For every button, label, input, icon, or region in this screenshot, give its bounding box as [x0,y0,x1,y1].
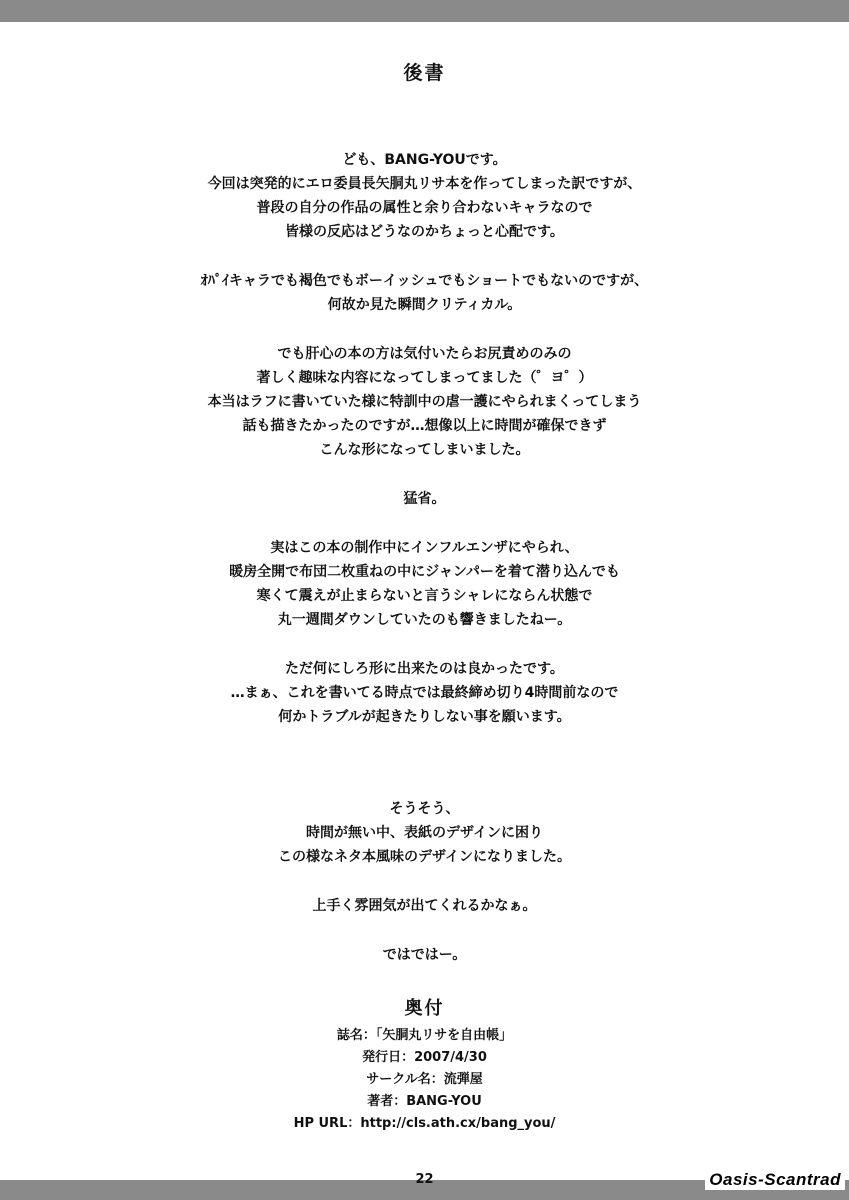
text-line: この様なネタ本風味のデザインになりました。 [277,849,572,865]
colophon-hp-url: HP URL：http://cls.ath.cx/bang_you/ [293,1116,556,1131]
paragraph-9 [0,943,849,967]
paragraph-3 [0,342,849,462]
paragraph-8 [0,894,849,918]
afterword-body [0,148,849,992]
text-line: 上手く雰囲気が出てくれるかなぁ。 [312,898,537,914]
paragraph-2 [0,269,849,317]
text-line: …まぁ、これを書いてる時点では最終締め切り4時間前なので [230,685,619,701]
colophon-issue-date: 発行日：2007/4/30 [362,1050,487,1065]
text-line: ただ何にしろ形に出来たのは良かったです。 [285,661,564,677]
text-line: ｵﾊﾟｲキャラでも褐色でもボーイッシュでもショートでもないのですが、 [200,273,649,289]
text-line: でも肝心の本の方は気付いたらお尻責めのみの [277,346,572,362]
page-number: 22 [415,1172,434,1187]
text-line: ども、BANG-YOUです。 [342,152,507,168]
text-line: 丸一週間ダウンしていたのも響きましたねー。 [277,612,572,628]
text-line: 著しく趣味な内容になってしまってました（゜ヨ゜） [256,370,593,386]
text-line: 実はこの本の制作中にインフルエンザにやられ、 [270,540,579,556]
text-line: ではではー。 [382,947,467,963]
afterword-title: 後書 [403,62,446,84]
text-line: 本当はラフに書いていた様に特訓中の虐一護にやられまくってしまう [207,394,642,410]
text-line: 何かトラブルが起きたりしない事を願います。 [278,709,571,725]
paragraph-1 [0,148,849,244]
paragraph-7 [0,797,849,869]
colophon-author: 著者：BANG-YOU [367,1094,482,1109]
colophon-title: 奥付 [404,998,445,1019]
top-border-bar [0,0,849,22]
paragraph-5 [0,536,849,632]
scanlation-watermark: Oasis-Scantrad [705,1170,845,1190]
text-line: 猛省。 [403,491,446,507]
paragraph-6 [0,657,849,729]
paragraph-4 [0,487,849,511]
text-line: こんな形になってしまいました。 [319,442,530,458]
text-line: そうそう、 [389,801,460,817]
colophon-book-name: 誌名：「矢胴丸リサを自由帳」 [336,1028,513,1043]
colophon-circle-name: サークル名：流弾屋 [366,1072,483,1087]
text-line: 寒くて震えが止まらないと言うシャレにならん状態で [256,588,593,604]
text-line: 皆様の反応はどうなのかちょっと心配です。 [285,224,564,240]
text-line: 今回は突発的にエロ委員長矢胴丸リサ本を作ってしまった訳ですが、 [207,176,642,192]
text-line: 暖房全開で布団二枚重ねの中にジャンパーを着て潜り込んでも [229,564,620,580]
text-line: 普段の自分の作品の属性と余り合わないキャラなので [256,200,593,216]
colophon-block [0,1025,849,1135]
text-line: 話も描きたかったのですが…想像以上に時間が確保できず [242,418,607,434]
text-line: 時間が無い中、表紙のデザインに困り [305,825,544,841]
text-line: 何故か見た瞬間クリティカル。 [327,297,522,313]
